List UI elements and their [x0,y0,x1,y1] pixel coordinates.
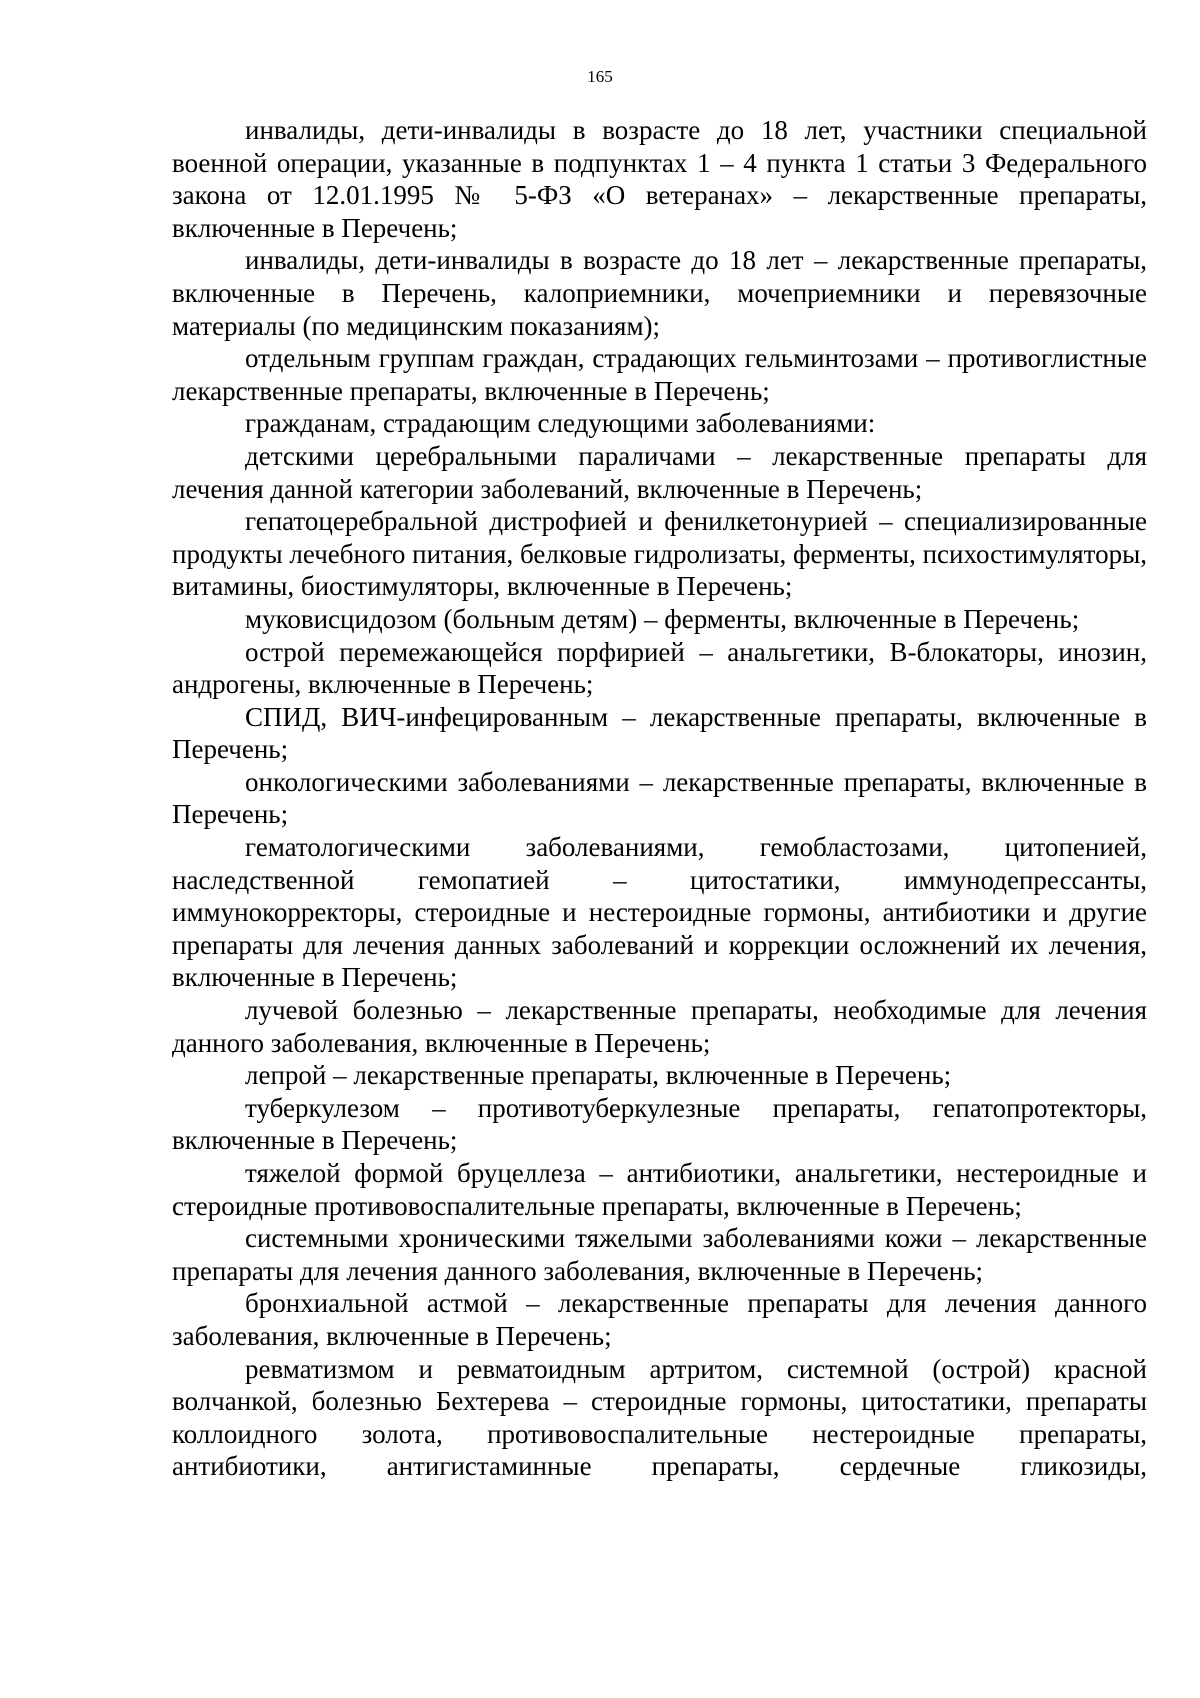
paragraph: туберкулезом – противотуберкулезные препараты, гепатопротекторы, включенные в Перечень; [172,1092,1147,1156]
paragraph: гражданам, страдающим следующими заболеваниями: [245,408,876,439]
paragraph: лепрой – лекарственные препараты, включенные в Перечень; [245,1060,952,1091]
paragraph: бронхиальной астмой – лекарственные препараты для лечения данного заболевания, включенные в Перечень; [172,1288,1147,1351]
paragraph: тяжелой формой бруцеллеза – антибиотики, анальгетики, нестероидные и стероидные противовоспалительные препараты, включенные в Перечень; [172,1158,1147,1221]
paragraph: гематологическими заболеваниями, гемобластозами, цитопенией, наследственной гемопатией – цитостатики, иммунодепрессанты, иммунокорректоры, стероидные и нестероидные гормоны, антибиотики и другие препараты для лечения данных заболеваний и коррекции осложнений их лечения, включенные в Перечень; [172,832,1147,993]
paragraph: лучевой болезнью – лекарственные препараты, необходимые для лечения данного заболевания, включенные в Перечень; [172,995,1147,1058]
page-number: 165 [587,67,613,86]
paragraph: гепатоцеребральной дистрофией и фенилкетонурией – специализированные продукты лечебного питания, белковые гидролизаты, ферменты, психостимуляторы, витамины, биостимуляторы, включенные в Перечень; [172,506,1147,602]
paragraph: инвалиды, дети-инвалиды в возрасте до 18 лет – лекарственные препараты, включенные в Перечень, калоприемники, мочеприемники и перевязочные материалы (по медицинским показаниям); [172,245,1147,341]
paragraph: муковисцидозом (больным детям) – ферменты, включенные в Перечень; [245,603,1080,634]
paragraph: детскими церебральными параличами – лекарственные препараты для лечения данной категории заболеваний, включенные в Перечень; [172,440,1147,504]
paragraph: инвалиды, дети-инвалиды в возрасте до 18 лет, участники специальной военной операции, указанные в подпунктах 1 – 4 пункта 1 статьи 3 Федерального закона от 12.01.1995 № 5-ФЗ «О ветеранах» – лекарственные препараты, включенные в Перечень; [172,115,1147,243]
paragraph: системными хроническими тяжелыми заболеваниями кожи – лекарственные препараты для лечения данного заболевания, включенные в Перечень; [172,1223,1147,1286]
paragraph: онкологическими заболеваниями – лекарственные препараты, включенные в Перечень; [172,766,1147,830]
paragraph: отдельным группам граждан, страдающих гельминтозами – противоглистные лекарственные препараты, включенные в Перечень; [172,343,1147,406]
paragraph: ревматизмом и ревматоидным артритом, системной (острой) красной волчанкой, болезнью Бехтерева – стероидные гормоны, цитостатики, препараты коллоидного золота, противовоспалительные нестероидные препараты, антибиотики, антигистаминные препараты, сердечные гликозиды, [172,1353,1147,1482]
paragraph: острой перемежающейся порфирией – анальгетики, В-блокаторы, инозин, андрогены, включенные в Перечень; [172,636,1147,700]
paragraph: СПИД, ВИЧ-инфецированным – лекарственные препараты, включенные в Перечень; [172,701,1147,765]
document-body [172,114,1147,1483]
